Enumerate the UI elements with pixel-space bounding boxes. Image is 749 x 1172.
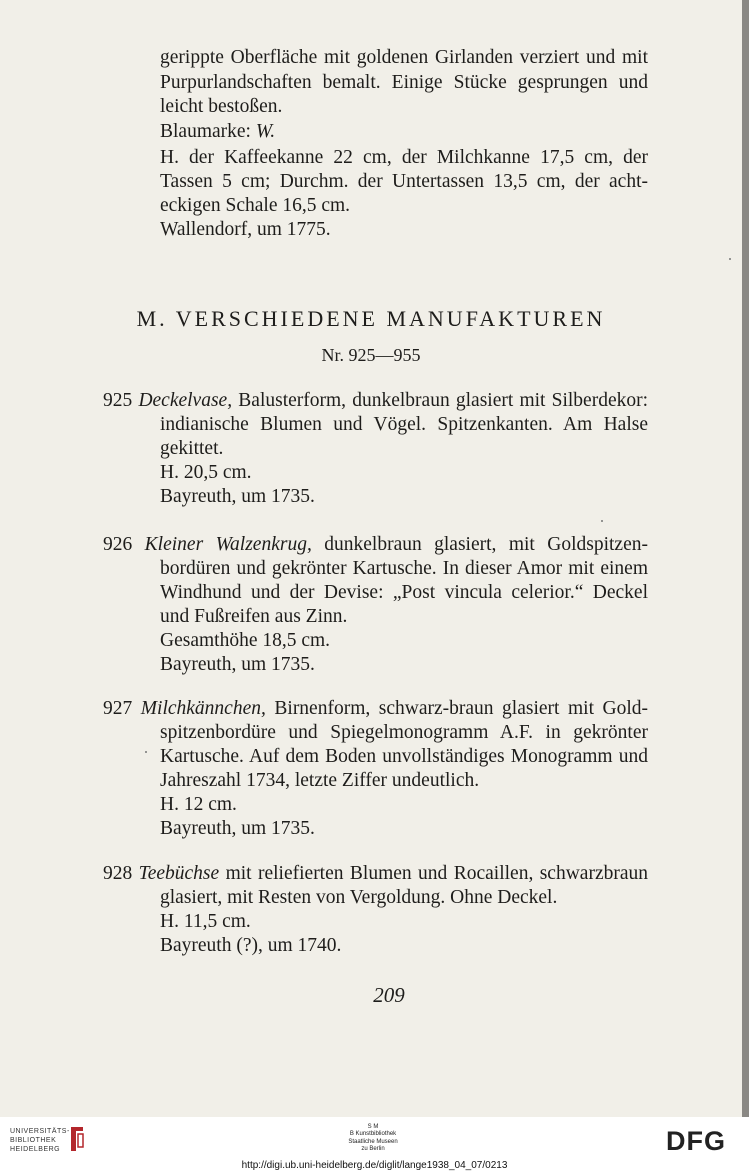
entry-title: Teebüchse [138, 863, 220, 884]
intro-line-1: gerippte Oberfläche mit goldenen Girlanden verziert und mit [160, 47, 648, 68]
mark-value: W. [255, 121, 276, 142]
section-range: Nr. 925—955 [321, 345, 421, 365]
entry-line: Kartusche. Auf dem Boden unvollständiges Monogramm und [160, 746, 648, 767]
entry-last-line: Jahreszahl 1734, letzte Ziffer undeutlich. [160, 770, 480, 791]
mark-line [160, 120, 275, 144]
museum-line: B Kunstbibliothek [349, 1131, 397, 1138]
entry-first-rest: mit reliefierten Blumen und Rocaillen, schwarzbraun [225, 863, 648, 884]
entry-origin: Bayreuth (?), um 1740. [160, 935, 342, 956]
entry-origin: Bayreuth, um 1735. [160, 818, 315, 839]
dims-line-3: eckigen Schale 16,5 cm. [160, 195, 351, 216]
ub-emblem-icon [68, 1125, 86, 1153]
ink-speck [601, 520, 603, 522]
entry-number: 928 [103, 863, 133, 884]
page-number: 209 [373, 983, 405, 1007]
intro-line-2: Purpurlandschaften bemalt. Einige Stücke gesprungen und [160, 72, 648, 93]
museum-credit [338, 1124, 408, 1153]
dfg-logo[interactable]: DFG [666, 1126, 726, 1156]
museum-line: zu Berlin [361, 1145, 385, 1152]
entry-dimension: H. 11,5 cm. [160, 911, 251, 932]
entry-title: Deckelvase, [138, 390, 233, 411]
entry-last-line: und Fußreifen aus Zinn. [160, 606, 348, 627]
entry-last-line: glasiert, mit Resten von Vergoldung. Ohne Deckel. [160, 887, 558, 908]
section-heading: M. VERSCHIEDENE MANUFAKTUREN [136, 306, 606, 331]
entry-dimension: H. 20,5 cm. [160, 462, 252, 483]
entry-last-line: gekittet. [160, 438, 224, 459]
library-line: BIBLIOTHEK [10, 1137, 57, 1144]
library-line: UNIVERSITÄTS- [10, 1128, 70, 1135]
entry-line: spitzenbordüre und Spiegelmonogramm A.F. in gekrönter [160, 722, 648, 743]
entry-title: Kleiner Walzenkrug, [144, 534, 312, 555]
entry-first-line [103, 533, 648, 557]
entry-line: bordüren und gekrönter Kartusche. In dieser Amor mit einem [160, 558, 648, 579]
entry-first-line [103, 862, 648, 886]
dims-line-1: H. der Kaffeekanne 22 cm, der Milchkanne 17,5 cm, der [160, 147, 648, 168]
entry-title: Milchkännchen, [140, 698, 266, 719]
ub-heidelberg-logo[interactable] [10, 1127, 70, 1154]
entry-number: 927 [103, 698, 133, 719]
intro-line-3: leicht bestoßen. [160, 96, 283, 117]
entry-line: Windhund und der Devise: „Post vincula celerior.“ Deckel [160, 582, 648, 603]
library-line: HEIDELBERG [10, 1146, 61, 1153]
ink-speck [729, 258, 731, 260]
museum-line: Staatliche Museen [348, 1138, 398, 1145]
entry-number: 926 [103, 534, 133, 555]
entry-first-line [103, 697, 648, 721]
entry-first-line [103, 389, 648, 413]
entry-first-rest: dunkelbraun glasiert, mit Goldspitzen- [324, 534, 648, 555]
entry-dimension: H. 12 cm. [160, 794, 237, 815]
entry-origin: Bayreuth, um 1735. [160, 654, 315, 675]
ink-speck [145, 751, 147, 753]
entry-first-rest: Birnenform, schwarz-braun glasiert mit Gold- [274, 698, 648, 719]
intro-origin: Wallendorf, um 1775. [160, 219, 331, 240]
page-edge [742, 0, 749, 1117]
dims-line-2: Tassen 5 cm; Durchm. der Untertassen 13,5 cm, der acht- [160, 171, 648, 192]
entry-number: 925 [103, 390, 133, 411]
entry-first-rest: Balusterform, dunkelbraun glasiert mit Silberdekor: [238, 390, 648, 411]
museum-line: S M [367, 1124, 379, 1130]
entry-dimension: Gesamthöhe 18,5 cm. [160, 630, 331, 651]
entry-line: indianische Blumen und Vögel. Spitzenkanten. Am Halse [160, 414, 648, 435]
mark-label: Blaumarke: [160, 121, 251, 142]
entry-origin: Bayreuth, um 1735. [160, 486, 315, 507]
source-url-link[interactable]: http://digi.ub.uni-heidelberg.de/diglit/lange1938_04_07/0213 [241, 1160, 508, 1171]
